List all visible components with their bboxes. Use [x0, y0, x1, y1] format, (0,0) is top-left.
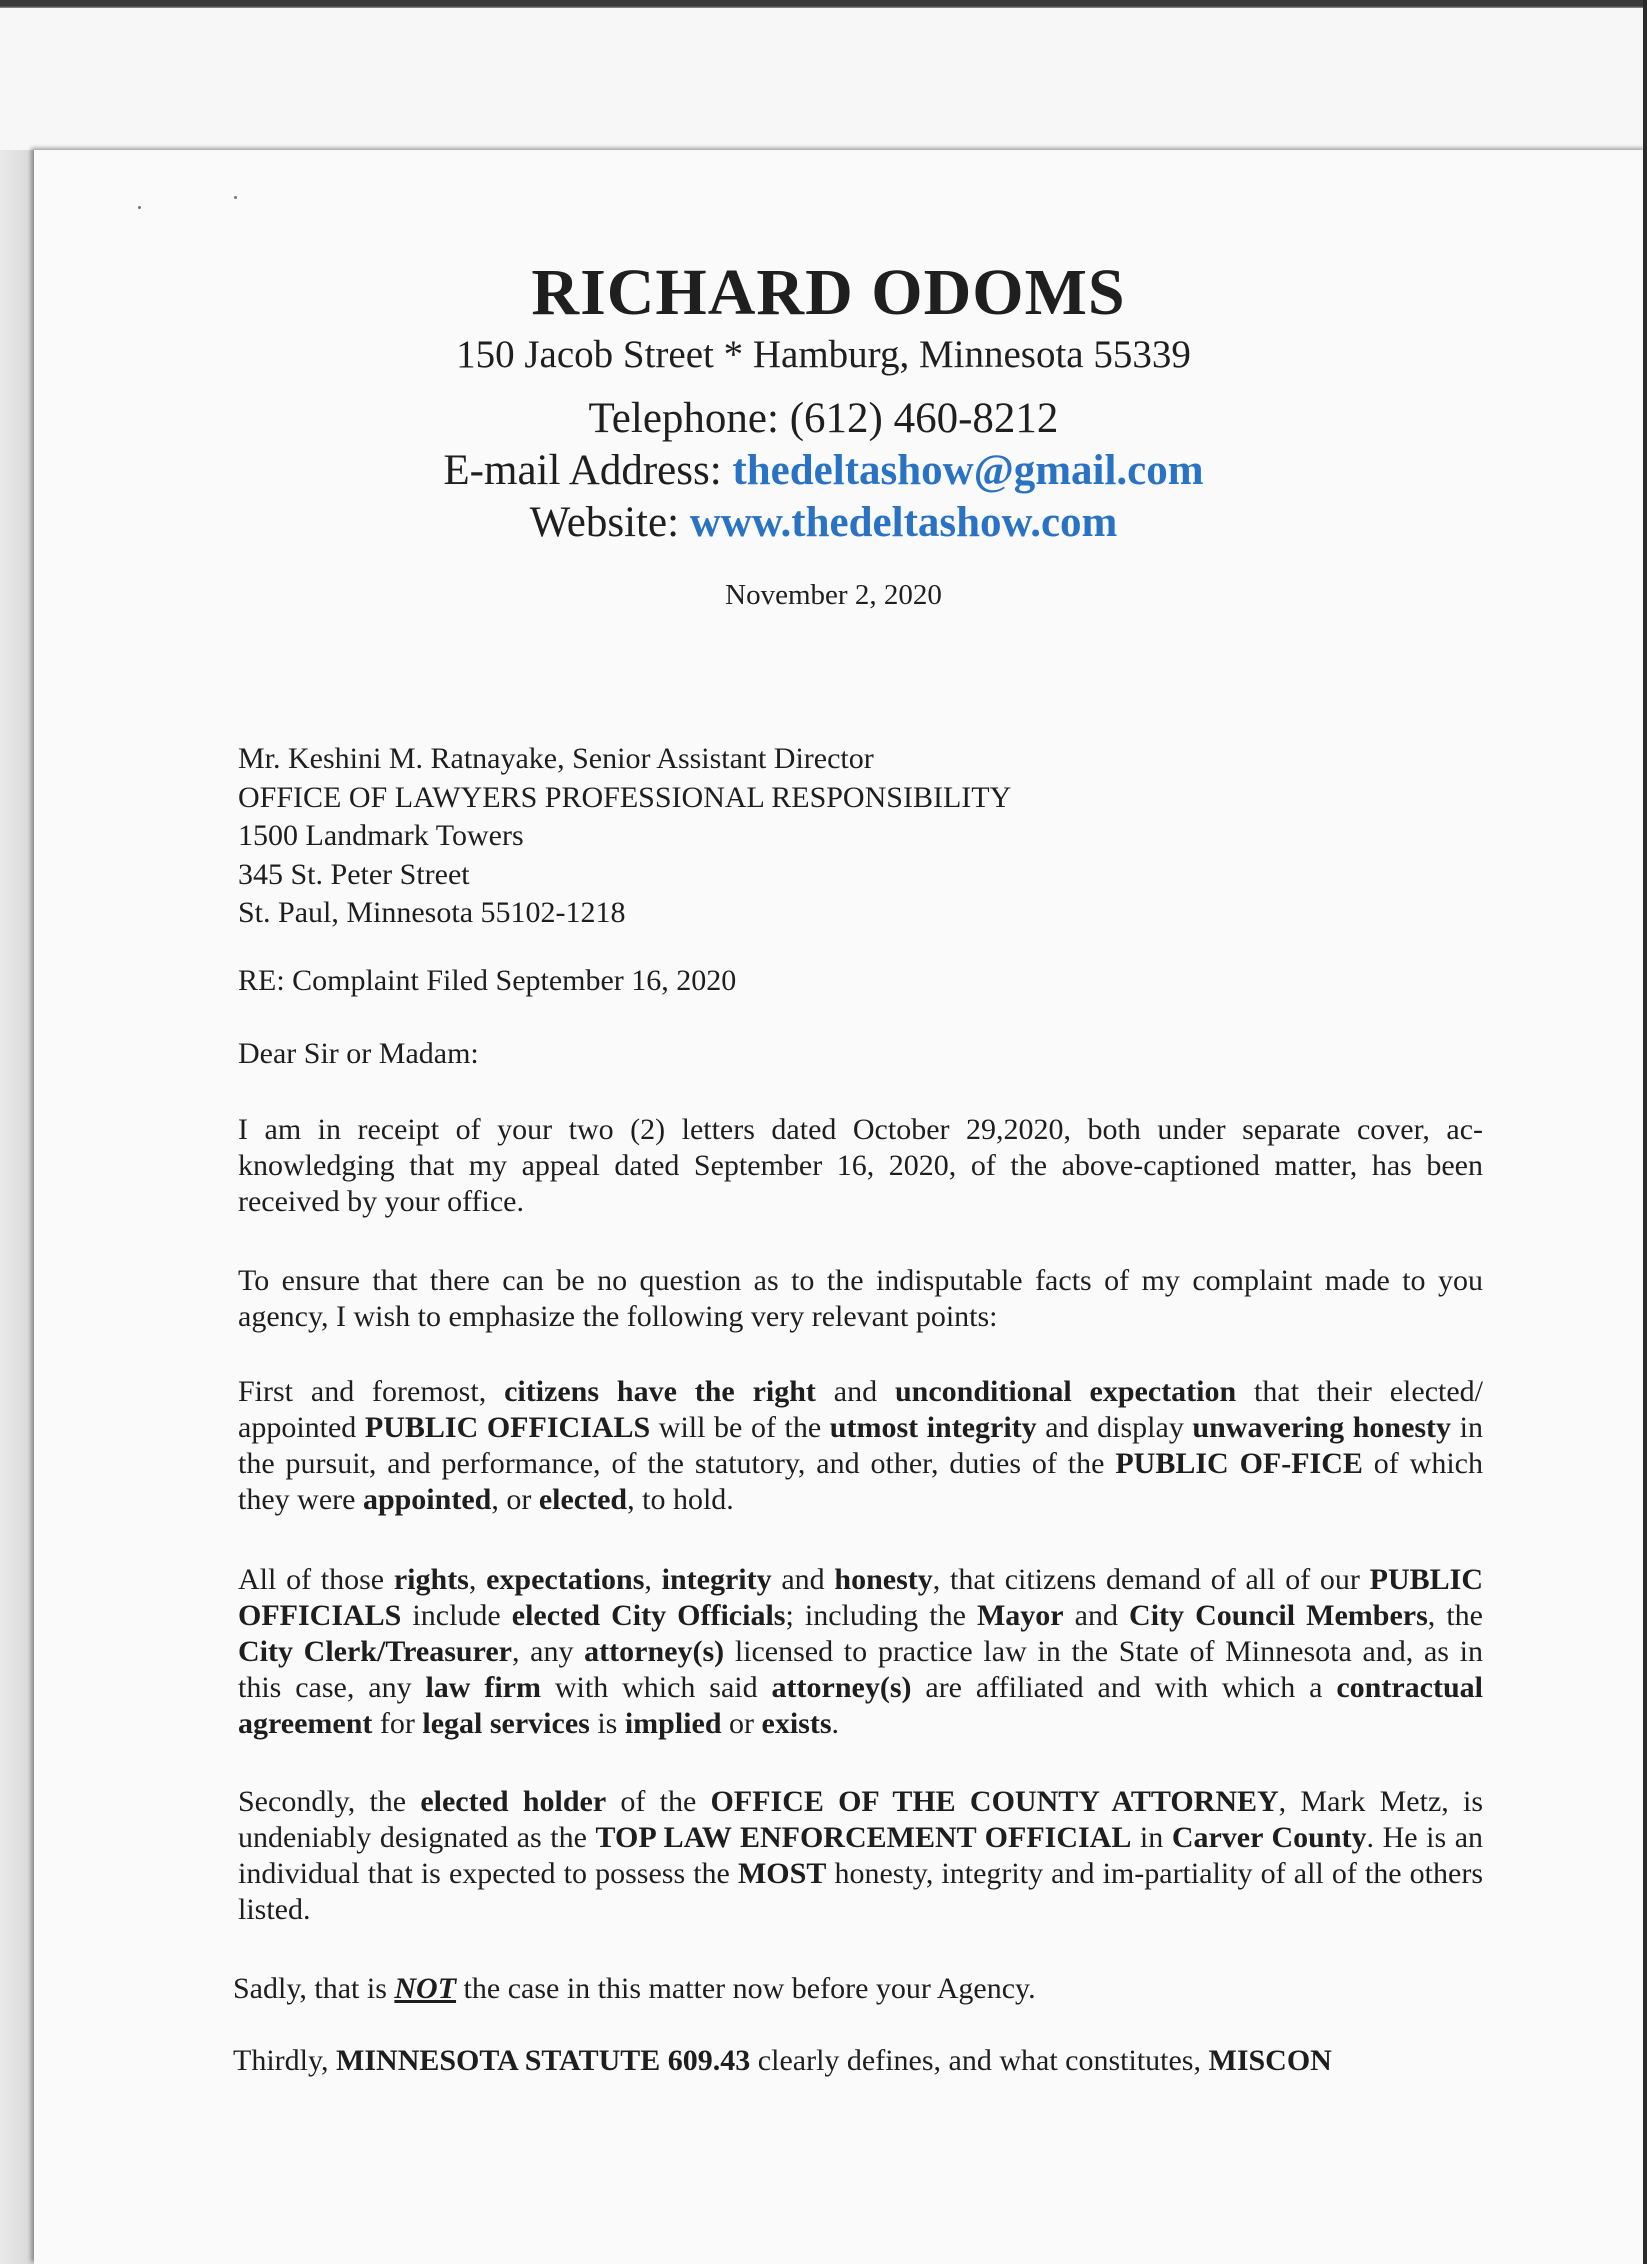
text-run: , the	[1427, 1599, 1483, 1632]
text-run: licensed to practice law in the State of Minnesota and, as in this case, any	[238, 1635, 1483, 1704]
bold-text-run: elected holder	[420, 1785, 607, 1818]
sender-email	[0, 445, 1647, 497]
telephone-number: (612) 460-8212	[789, 395, 1059, 442]
text-run: and	[771, 1563, 835, 1596]
recipient-line: OFFICE OF LAWYERS PROFESSIONAL RESPONSIBILITY	[238, 780, 1012, 814]
text-run: will be of the	[650, 1411, 830, 1444]
text-run: .	[831, 1707, 840, 1740]
text-run: , to hold.	[627, 1483, 734, 1516]
bold-text-run: PUBLIC OFFICIALS	[364, 1411, 651, 1444]
bold-text-run: implied	[624, 1707, 722, 1740]
website-label: Website:	[529, 499, 690, 546]
paragraph-6	[233, 1971, 1478, 2007]
paragraph-2: To ensure that there can be no question as to the indisputable facts of my complaint made to you agency, I wish to emphasize the following very relevant points:	[238, 1264, 1483, 1333]
bold-text-run: Carver County	[1171, 1821, 1367, 1854]
recipient-line: 345 St. Peter Street	[238, 857, 470, 891]
bold-text-run: MINNESOTA STATUTE 609.43	[336, 2044, 751, 2077]
bold-text-run: utmost integrity	[829, 1411, 1037, 1444]
text-run: or	[721, 1707, 762, 1740]
bold-text-run: attorney(s)	[584, 1635, 725, 1668]
paragraph-3	[238, 1374, 1483, 1518]
paragraph-1: I am in receipt of your two (2) letters dated October 29,2020, both under separate cover, ac-knowledging that my appeal dated September 16, 2020, of the above-captioned matter, has been received by your office.	[238, 1113, 1483, 1218]
letter-date: November 2, 2020	[725, 579, 942, 611]
bold-text-run: unconditional expectation	[894, 1375, 1237, 1408]
bold-text-run: TOP LAW ENFORCEMENT OFFICIAL	[595, 1821, 1132, 1854]
bold-text-run: exists	[761, 1707, 832, 1740]
scan-speck	[234, 196, 237, 199]
bold-text-run: unwavering honesty	[1192, 1411, 1452, 1444]
text-run: in	[1131, 1821, 1172, 1854]
text-run: Secondly, the	[238, 1785, 421, 1818]
bold-text-run: City Council Members	[1129, 1599, 1428, 1632]
text-run: All of those	[238, 1563, 394, 1596]
bold-text-run: attorney(s)	[771, 1671, 912, 1704]
text-run: include	[401, 1599, 512, 1632]
bold-text-run: elected City Officials	[511, 1599, 786, 1632]
emphasis-not: NOT	[394, 1972, 457, 2005]
text-run: for	[372, 1707, 423, 1740]
bold-text-run: PUBLIC OFFICIALS	[238, 1563, 1483, 1632]
text-run: and	[1063, 1599, 1130, 1632]
bold-text-run: MOST	[737, 1857, 827, 1890]
recipient-line: 1500 Landmark Towers	[238, 819, 524, 852]
recipient-address	[238, 740, 1483, 933]
text-run: that their elected/ appointed	[238, 1375, 1484, 1444]
text-run: in the pursuit, and performance, of the statutory, and other, duties of the	[238, 1411, 1483, 1480]
sender-website	[0, 497, 1647, 549]
email-link[interactable]: thedeltashow@gmail.com	[732, 447, 1204, 494]
text-run: are affiliated and with which a	[911, 1671, 1337, 1704]
text-run: . He is an individual that is expected to possess the	[238, 1821, 1484, 1890]
scan-speck	[138, 206, 141, 209]
text-run: of which they were	[238, 1447, 1483, 1516]
bold-text-run: MISCON	[1208, 2044, 1332, 2077]
sender-telephone	[0, 393, 1647, 445]
bold-text-run: honesty	[834, 1563, 933, 1596]
back-sheet	[0, 8, 1645, 158]
text-run: Sadly, that is	[233, 1972, 395, 2005]
bold-text-run: citizens have the right	[504, 1375, 816, 1408]
bold-text-run: PUBLIC OF-FICE	[1115, 1447, 1363, 1480]
sender-name: RICHARD ODOMS	[531, 256, 1126, 329]
text-run: , that citizens demand of all of our	[932, 1563, 1370, 1596]
salutation: Dear Sir or Madam:	[238, 1037, 479, 1070]
text-run: honesty, integrity and im-partiality of all of the others listed.	[238, 1857, 1484, 1926]
text-run: , or	[491, 1483, 539, 1516]
email-label: E-mail Address:	[443, 447, 733, 494]
bold-text-run: City Clerk/Treasurer	[238, 1635, 512, 1668]
bold-text-run: law firm	[425, 1671, 541, 1704]
text-run: ,	[468, 1563, 487, 1596]
bold-text-run: expectations	[486, 1563, 645, 1596]
bold-text-run: appointed	[362, 1483, 492, 1516]
paragraph-7	[233, 2043, 1478, 2079]
paragraph-4	[238, 1562, 1483, 1742]
bold-text-run: OFFICE OF THE COUNTY ATTORNEY	[710, 1785, 1279, 1818]
letterhead	[0, 255, 1647, 612]
text-run: is	[589, 1707, 625, 1740]
text-run: ,	[644, 1563, 662, 1596]
sender-address: 150 Jacob Street * Hamburg, Minnesota 55339	[456, 333, 1191, 376]
telephone-label: Telephone:	[588, 395, 790, 442]
paragraph-5	[238, 1784, 1483, 1928]
text-run: Thirdly,	[233, 2044, 337, 2077]
bold-text-run: rights	[393, 1563, 469, 1596]
text-run: ; including the	[785, 1599, 977, 1632]
recipient-line: Mr. Keshini M. Ratnayake, Senior Assistant Director	[238, 742, 874, 775]
text-run: , Mark Metz, is undeniably designated as the	[238, 1785, 1484, 1854]
bold-text-run: Mayor	[976, 1599, 1064, 1632]
text-run: clearly defines, and what constitutes,	[750, 2044, 1209, 2077]
text-run: of the	[606, 1785, 711, 1818]
text-run: the case in this matter now before your Agency.	[456, 1972, 1036, 2005]
bold-text-run: contractual agreement	[238, 1671, 1483, 1740]
text-run: and display	[1036, 1411, 1193, 1444]
bold-text-run: integrity	[661, 1563, 772, 1596]
website-link[interactable]: www.thedeltashow.com	[689, 499, 1118, 546]
recipient-line: St. Paul, Minnesota 55102-1218	[238, 896, 626, 929]
text-run: , any	[511, 1635, 585, 1668]
bold-text-run: legal services	[422, 1707, 590, 1740]
text-run: and	[815, 1375, 895, 1408]
text-run: First and foremost,	[238, 1375, 505, 1408]
text-run: with which said	[540, 1671, 772, 1704]
re-line: RE: Complaint Filed September 16, 2020	[238, 964, 737, 997]
bold-text-run: elected	[538, 1483, 628, 1516]
